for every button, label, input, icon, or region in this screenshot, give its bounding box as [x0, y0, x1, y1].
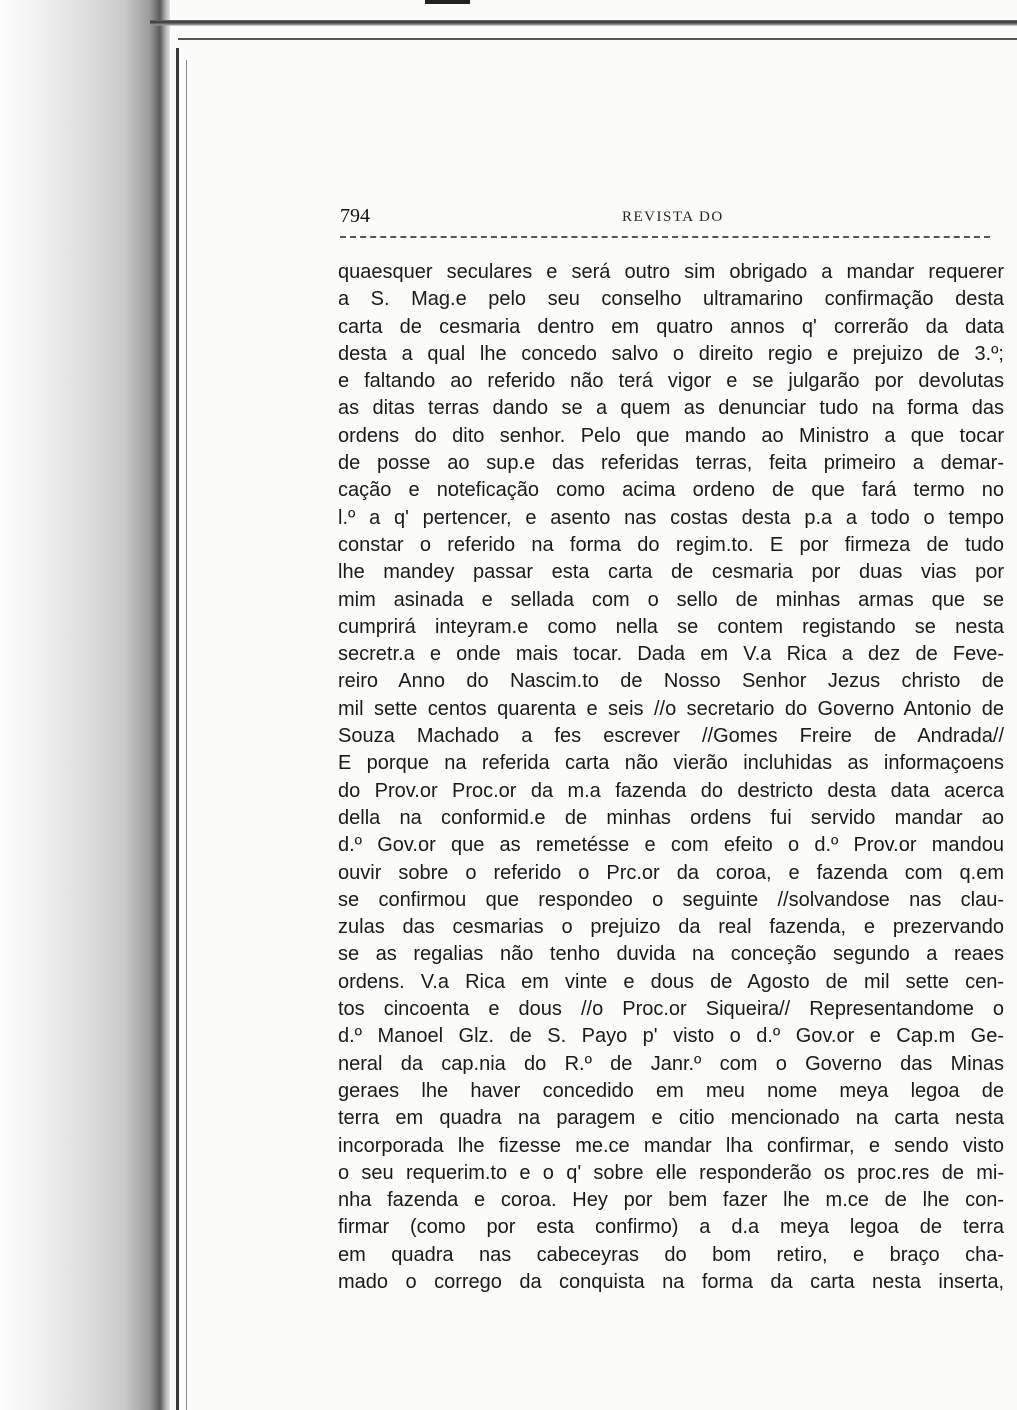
text-line: zulas das cesmarias o prejuizo da real fazenda, e prezervando [338, 916, 1004, 939]
text-line: ordens. V.a Rica em vinte e dous de Agosto de mil sette cen- [338, 970, 1004, 993]
top-page-edge-inner [178, 38, 1017, 40]
text-line: d.º Gov.or que as remetésse e com efeito o d.º Prov.or mandou [338, 834, 1004, 857]
text-line: lhe mandey passar esta carta de cesmaria por duas vias por [338, 561, 1004, 584]
text-line: se as regalias não tenho duvida na conceção segundo a reaes [338, 943, 1004, 966]
text-line: carta de cesmaria dentro em quatro annos q' correrão da data [338, 315, 1004, 338]
text-line: l.º a q' pertencer, e asento nas costas desta p.a a todo o tempo [338, 506, 1004, 529]
page-header [340, 205, 1010, 231]
text-line: mim asinada e sellada com o sello de minhas armas que se [338, 588, 1004, 611]
text-line: o seu requerim.to e o q' sobre elle responderão os proc.res de mi- [338, 1161, 1004, 1184]
running-head: REVISTA DO [622, 209, 724, 225]
text-line: constar o referido na forma do regim.to. E por firmeza de tudo [338, 533, 1004, 556]
text-line: incorporada lhe fizesse me.ce mandar lha confirmar, e sendo visto [338, 1134, 1004, 1157]
text-line: e faltando ao referido não terá vigor e se julgarão por devolutas [338, 370, 1004, 393]
text-line: tos cincoenta e dous //o Proc.or Siqueira// Representandome o [338, 998, 1004, 1021]
text-line: reiro Anno do Nascim.to de Nosso Senhor Jezus christo de [338, 670, 1004, 693]
text-line: mado o corrego da conquista na forma da carta nesta inserta, [338, 1270, 1004, 1293]
text-line: se confirmou que respondeo o seguinte //solvandose nas clau- [338, 888, 1004, 911]
body-text [338, 259, 1004, 1296]
text-line: de posse ao sup.e das referidas terras, feita primeiro a demar- [338, 452, 1004, 475]
text-line: E porque na referida carta não vierão incluhidas as informaçoens [338, 752, 1004, 775]
text-line: geraes lhe haver concedido em meu nome meya legoa de [338, 1079, 1004, 1102]
text-line: terra em quadra na paragem e citio mencionado na carta nesta [338, 1107, 1004, 1130]
text-line: desta a qual lhe concedo salvo o direito regio e prejuizo de 3.º; [338, 342, 1004, 365]
text-line: nha fazenda e coroa. Hey por bem fazer lhe m.ce de lhe con- [338, 1189, 1004, 1212]
text-line: Souza Machado a fes escrever //Gomes Freire de Andrada// [338, 725, 1004, 748]
text-line: firmar (como por esta confirmo) a d.a meya legoa de terra [338, 1216, 1004, 1239]
text-line: ouvir sobre o referido o Prc.or da coroa, e fazenda com q.em [338, 861, 1004, 884]
text-line: ordens do dito senhor. Pelo que mando ao Ministro a que tocar [338, 424, 1004, 447]
top-mark [425, 0, 470, 4]
text-line: em quadra nas cabeceyras do bom retiro, e braço cha- [338, 1243, 1004, 1266]
text-line: a S. Mag.e pelo seu conselho ultramarino confirmação desta [338, 288, 1004, 311]
text-line: cação e noteficação como acima ordeno de que fará termo no [338, 479, 1004, 502]
text-line: cumprirá inteyram.e como nella se contem registando se nesta [338, 615, 1004, 638]
text-line: secretr.a e onde mais tocar. Dada em V.a Rica a dez de Feve- [338, 643, 1004, 666]
page-number: 794 [340, 205, 370, 227]
text-line: neral da cap.nia do R.º de Janr.º com o Governo das Minas [338, 1052, 1004, 1075]
text-line: as ditas terras dando se a quem as denunciar tudo na forma das [338, 397, 1004, 420]
text-line: mil sette centos quarenta e seis //o secretario do Governo Antonio de [338, 697, 1004, 720]
text-line: della na conformid.e de minhas ordens fui servido mandar ao [338, 806, 1004, 829]
text-line: d.º Manoel Glz. de S. Payo p' visto o d.º Gov.or e Cap.m Ge- [338, 1025, 1004, 1048]
top-page-edge [150, 20, 1017, 26]
text-line: quaesquer seculares e será outro sim obrigado a mandar requerer [338, 261, 1004, 283]
page-edge-line [176, 48, 179, 1410]
header-rule [340, 236, 990, 238]
book-spine-shadow [0, 0, 170, 1410]
text-line: do Prov.or Proc.or da m.a fazenda do destricto desta data acerca [338, 779, 1004, 802]
page-edge-line-inner [186, 60, 187, 1410]
